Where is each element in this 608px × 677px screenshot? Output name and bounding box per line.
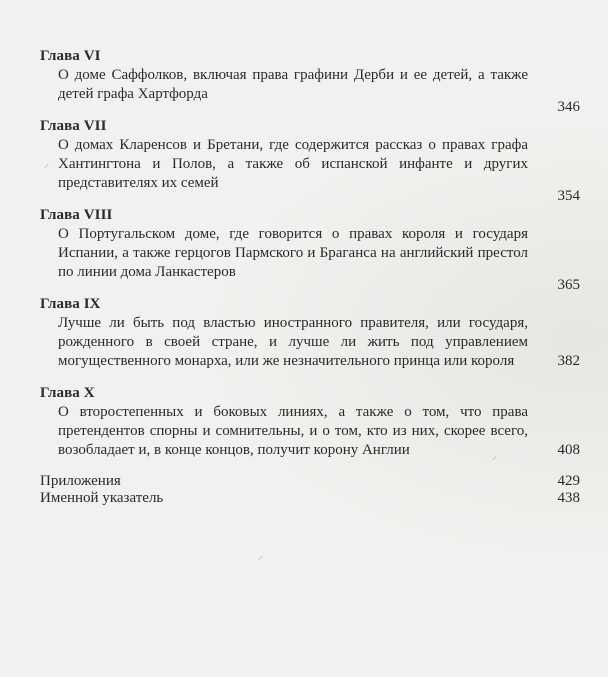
toc-chapter-8 <box>40 206 580 293</box>
toc-chapter-6 <box>40 47 580 115</box>
table-of-contents <box>40 47 580 507</box>
chapter-title: Глава IX <box>40 296 101 312</box>
page-number: 382 <box>557 353 580 369</box>
speck-mark-icon: ⸝ <box>258 551 263 562</box>
chapter-title: Глава VIII <box>40 207 113 223</box>
toc-entry <box>40 314 580 371</box>
toc-chapter-10 <box>40 384 580 460</box>
appendix-label: Приложения <box>40 473 121 489</box>
speck-mark-icon: ⸝ <box>492 451 497 462</box>
toc-entry <box>40 225 580 293</box>
toc-entry <box>40 136 580 204</box>
page-number: 408 <box>557 442 580 458</box>
chapter-description: О домах Кларенсов и Бретани, где содержится рассказ о правах графа Хантингтона и Полов, а также об испанской инфанте и других представителях их семей <box>58 137 528 191</box>
chapter-title: Глава X <box>40 385 95 401</box>
page-number: 354 <box>557 188 580 204</box>
back-matter <box>40 473 580 507</box>
page-number: 365 <box>557 277 580 293</box>
chapter-title: Глава VII <box>40 118 107 134</box>
toc-index-row <box>40 490 580 507</box>
toc-appendix-row <box>40 473 580 490</box>
toc-chapter-7 <box>40 117 580 204</box>
page-number: 346 <box>557 99 580 115</box>
toc-chapter-9 <box>40 295 580 371</box>
chapter-description: О второстепенных и боковых линиях, а также о том, что права претендентов спорны и сомнительны, и о том, кто из них, скорее всего, возобладает и, в конце концов, получит корону Англии <box>58 404 528 458</box>
chapter-description: О доме Саффолков, включая права графини Дерби и ее детей, а также детей графа Хартфорда <box>58 67 528 102</box>
chapter-title: Глава VI <box>40 48 101 64</box>
page-number: 438 <box>557 490 580 506</box>
chapter-description: Лучше ли быть под властью иностранного правителя, или государя, рожденного в своей стране, и лучше ли жить под управлением могущественного монарха, или же незначительного принца или короля <box>58 315 528 369</box>
toc-entry <box>40 403 580 460</box>
speck-mark-icon: ⸝ <box>44 159 49 170</box>
chapter-description: О Португальском доме, где говорится о правах короля и государя Испании, а также герцогов Пармского и Браганса на английский престол по линии дома Ланкастеров <box>58 226 528 280</box>
toc-entry <box>40 66 580 115</box>
page-number: 429 <box>557 473 580 489</box>
index-label: Именной указатель <box>40 490 164 506</box>
